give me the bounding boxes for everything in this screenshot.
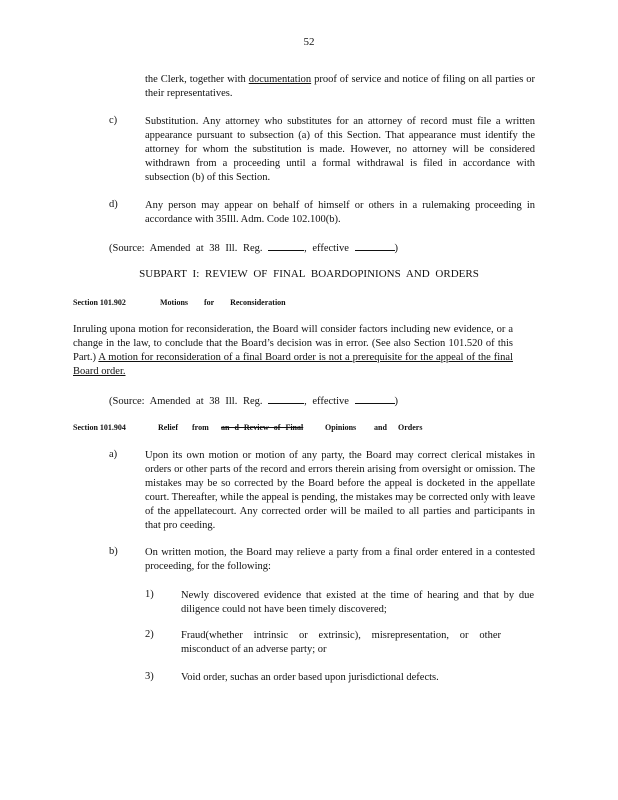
- section-904-word-from: from: [192, 423, 209, 432]
- clerk-text-inserted: documentation: [248, 74, 312, 85]
- recon-text-plain: Inruling upona motion for reconsideration, the Board will consider factors including new evidence, or a change in the law, to conclude that the Board’s decision was in error. (See also Section 101.520 of this Part.): [73, 324, 513, 363]
- item-a-text: Upon its own motion or motion of any party, the Board may correct clerical mistakes in orders or other parts of the record and errors therein arising from oversight or omission. The mistakes may be so corrected by the Board before the appeal is docketed in the appellate court. Thereafter, while the appeal is pending, the mistakes may be corrected only with leave of the appellatecourt. Any corrected order will be mailed to all parties and participants in that pro ceeding.: [145, 450, 535, 531]
- section-904-word-opinions: Opinions: [325, 423, 357, 432]
- section-902-number: Section 101.902: [73, 298, 126, 307]
- sub-item-3-label: 3): [145, 671, 154, 682]
- section-904-word-orders: Orders: [398, 423, 423, 432]
- sub-item-1-label: 1): [145, 589, 154, 600]
- source-2-mid: , effective: [304, 396, 349, 407]
- source-1-reg-blank: [268, 240, 304, 251]
- item-d-text: Any person may appear on behalf of himself or others in a rulemaking proceeding in accordance with 35Ill. Adm. Code 102.100(b).: [145, 200, 535, 225]
- sub-item-1-text: Newly discovered evidence that existed at the time of hearing and that by due diligence could not have been timely discovered;: [181, 590, 534, 615]
- source-1-date-blank: [355, 240, 395, 251]
- source-2-reg-blank: [268, 393, 304, 404]
- clerk-text-pre: the Clerk, together with: [145, 74, 249, 85]
- clerk-text-post: proof of service and notice of filing on all parties or their representatives.: [145, 74, 535, 99]
- item-b-text: On written motion, the Board may relieve a party from a final order entered in a contested proceeding, for the following:: [145, 547, 535, 572]
- item-b-label: b): [109, 546, 118, 557]
- section-902-title: Motions for Reconsideration: [160, 298, 286, 307]
- reconsideration-paragraph: [73, 323, 513, 379]
- section-904-struck-text: an d Review of Final: [221, 423, 304, 432]
- section-904-word-relief: Relief: [158, 423, 178, 432]
- source-note-2: [109, 393, 398, 409]
- item-c-label: c): [109, 115, 118, 126]
- source-2-prefix: (Source: Amended at 38 Ill. Reg.: [109, 396, 263, 407]
- recon-text-inserted: A motion for reconsideration of a final Board order is not a prerequisite for the appeal of the final Board order.: [73, 352, 513, 377]
- sub-item-3-text: Void order, suchas an order based upon jurisdictional defects.: [181, 672, 439, 683]
- item-c-text: Substitution. Any attorney who substitutes for an attorney of record must file a written appearance pursuant to subsection (a) of this Section. That appearance must identify the attorney for whom the substitution is made. However, no attorney will be considered withdrawn from a proceeding until a formal withdrawal is filed in accordance with subsection (b) of this Section.: [145, 116, 535, 183]
- subpart-heading: SUBPART I: REVIEW OF FINAL BOARDOPINIONS AND ORDERS: [139, 268, 479, 280]
- source-1-mid: , effective: [304, 243, 349, 254]
- section-904-word-and: and: [374, 423, 387, 432]
- source-1-prefix: (Source: Amended at 38 Ill. Reg.: [109, 243, 263, 254]
- source-2-suffix: ): [394, 396, 399, 407]
- page-number: 52: [303, 36, 315, 48]
- item-a-label: a): [109, 449, 118, 460]
- source-1-suffix: ): [394, 243, 399, 254]
- section-904-number: Section 101.904: [73, 423, 126, 432]
- item-d-label: d): [109, 199, 118, 210]
- source-note-1: [109, 240, 398, 256]
- clerk-paragraph: [145, 73, 535, 101]
- sub-item-2-text: Fraud(whether intrinsic or extrinsic), misrepresentation, or other misconduct of an adverse party; or: [181, 630, 501, 655]
- sub-item-2-label: 2): [145, 629, 154, 640]
- source-2-date-blank: [355, 393, 395, 404]
